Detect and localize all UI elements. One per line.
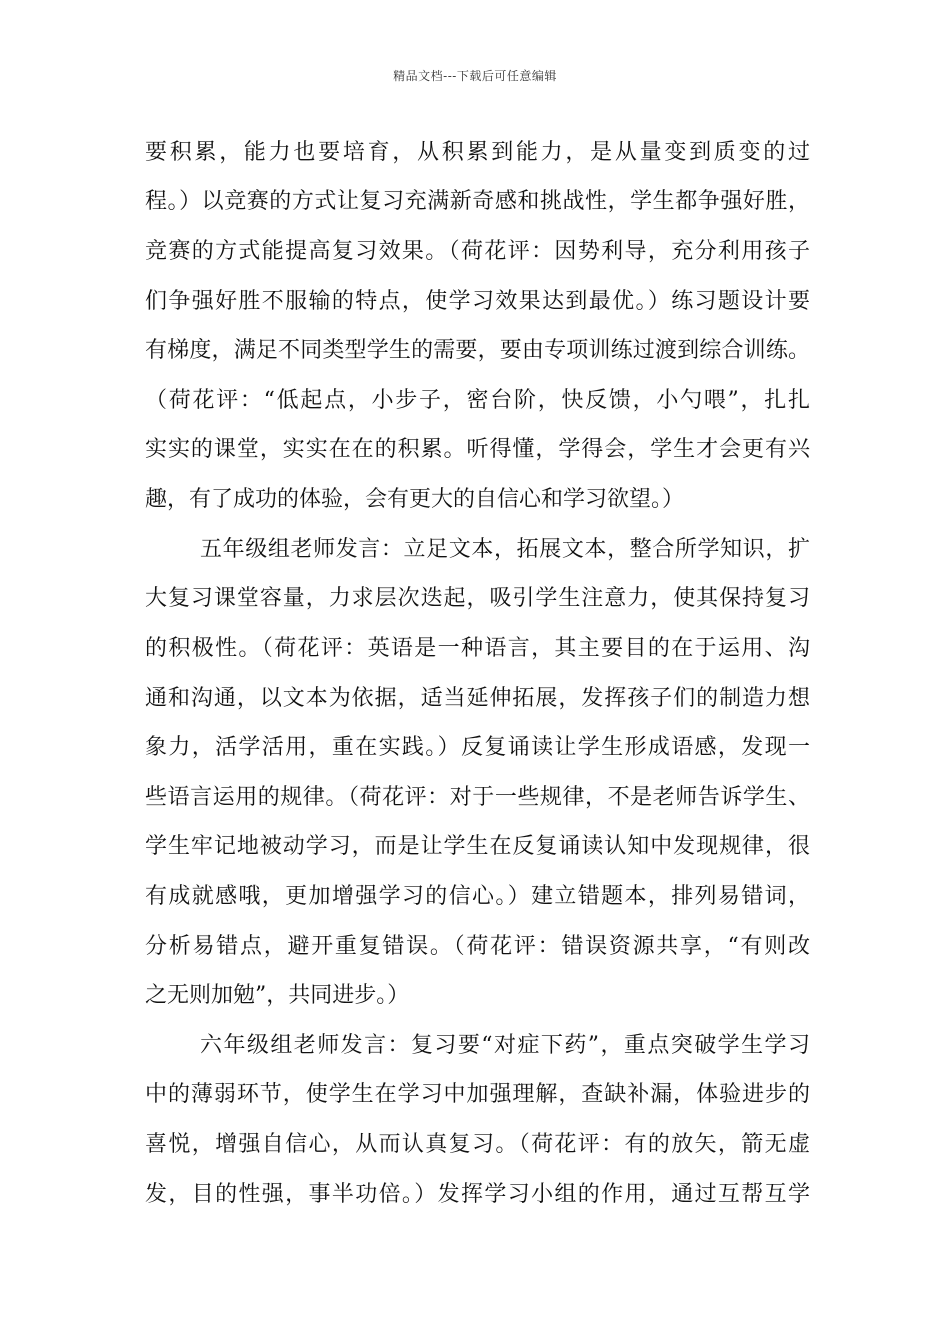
paragraph-start-line: 五年级组老师发言：立足文本，拓展文本，整合所学知识，扩 (200, 537, 810, 562)
text-line: 实实的课堂，实实在在的积累。听得懂，学得会，学生才会更有兴 (145, 437, 810, 462)
text-line: （荷花评：“低起点，小步子，密台阶，快反馈，小勺喂”，扎扎 (145, 388, 810, 413)
text-line: 大复习课堂容量，力求层次迭起，吸引学生注意力，使其保持复习 (145, 586, 810, 611)
text-line: 通和沟通，以文本为依据，适当延伸拓展，发挥孩子们的制造力想 (145, 686, 810, 711)
text-line: 分析易错点，避开重复错误。（荷花评：错误资源共享，“有则改 (145, 934, 810, 959)
text-line: 程。）以竞赛的方式让复习充满新奇感和挑战性，学生都争强好胜， (145, 189, 810, 214)
text-line: 要积累，能力也要培育，从积累到能力，是从量变到质变的过 (145, 140, 810, 165)
paragraph-start-line: 六年级组老师发言：复习要“对症下药”，重点突破学生学习 (200, 1033, 810, 1058)
text-line: 有成就感哦，更加增强学习的信心。）建立错题本，排列易错词， (145, 884, 810, 909)
text-line: 趣，有了成功的体验，会有更大的自信心和学习欲望。） (145, 487, 685, 512)
text-line: 有梯度，满足不同类型学生的需要，要由专项训练过渡到综合训练。 (145, 338, 810, 363)
text-line: 之无则加勉”，共同进步。） (145, 983, 410, 1008)
text-line: 的积极性。（荷花评：英语是一种语言，其主要目的在于运用、沟 (145, 636, 810, 661)
text-line: 中的薄弱环节，使学生在学习中加强理解，查缺补漏，体验进步的 (145, 1082, 810, 1107)
page-header: 精品文档---下载后可任意编辑 (393, 69, 557, 83)
text-line: 们争强好胜不服输的特点，使学习效果达到最优。）练习题设计要 (145, 289, 810, 314)
text-line: 些语言运用的规律。（荷花评：对于一些规律，不是老师告诉学生、 (145, 785, 810, 810)
text-line: 发，目的性强，事半功倍。）发挥学习小组的作用，通过互帮互学 (145, 1182, 810, 1207)
text-line: 竞赛的方式能提高复习效果。（荷花评：因势利导，充分利用孩子 (145, 239, 810, 264)
text-line: 学生牢记地被动学习，而是让学生在反复诵读认知中发现规律，很 (145, 834, 810, 859)
text-line: 喜悦，增强自信心，从而认真复习。（荷花评：有的放矢，箭无虚 (145, 1132, 810, 1157)
text-line: 象力，活学活用，重在实践。）反复诵读让学生形成语感，发现一 (145, 735, 810, 760)
